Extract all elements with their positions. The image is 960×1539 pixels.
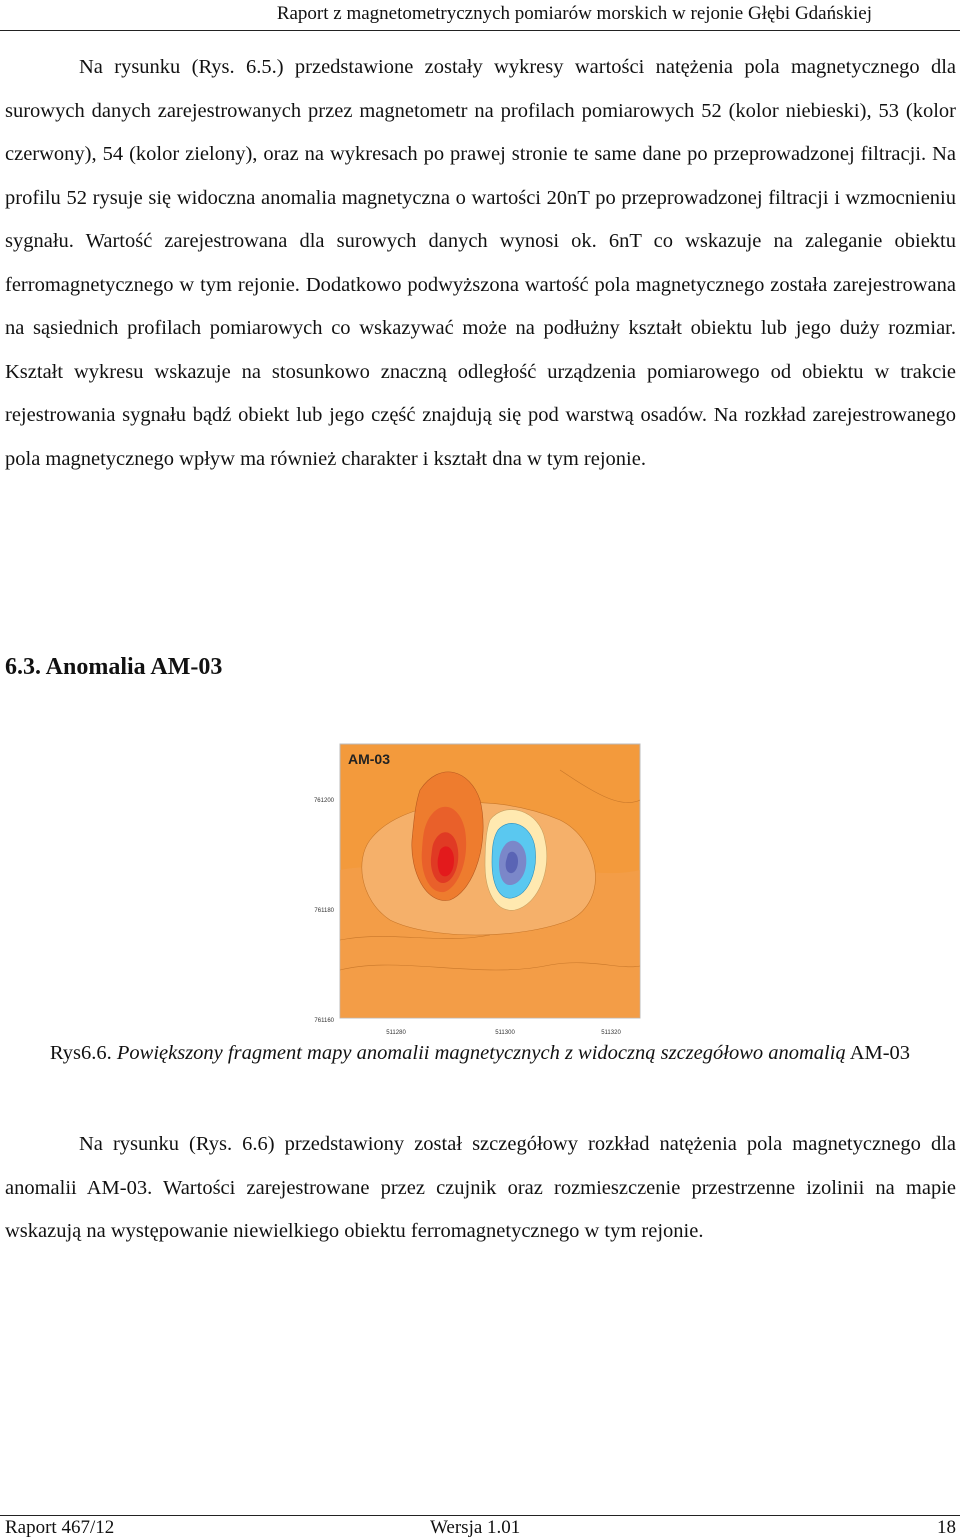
y-tick-label: 761200 bbox=[313, 798, 334, 804]
x-tick-label: 511280 bbox=[386, 1030, 406, 1036]
y-tick-label: 761180 bbox=[314, 908, 334, 914]
paragraph-1 bbox=[5, 46, 956, 481]
page-footer bbox=[0, 1515, 960, 1538]
caption-suffix: AM-03 bbox=[849, 1042, 911, 1064]
anomaly-map-figure bbox=[300, 730, 660, 1040]
footer-page-number: 18 bbox=[937, 1517, 956, 1538]
footer-report: Raport 467/12 bbox=[5, 1517, 115, 1538]
footer-version: Wersja 1.01 bbox=[430, 1517, 521, 1538]
y-tick-label: 761160 bbox=[314, 1018, 334, 1024]
paragraph-2 bbox=[5, 1123, 956, 1254]
caption-prefix: Rys6.6. bbox=[49, 1042, 112, 1064]
header-title: Raport z magnetometrycznych pomiarów morskich w rejonie Głębi Gdańskiej bbox=[276, 3, 872, 24]
caption-italic-text: Powiększony fragment mapy anomalii magnetycznych z widoczną szczegółowo anomalią bbox=[116, 1042, 846, 1064]
map-label: AM-03 bbox=[348, 751, 391, 767]
paragraph-2-text: Na rysunku (Rys. 6.6) przedstawiony został szczegółowy rozkład natężenia pola magnetycznego dla anomalii AM-03. Wartości zarejestrowane przez czujnik oraz rozmieszczenie przestrzenne izolinii na mapie wskazują na występowanie niewielkiego obiektu ferromagnetycznego w tym rejonie. bbox=[5, 1133, 956, 1242]
anomaly-map bbox=[300, 730, 660, 1040]
x-tick-label: 511320 bbox=[601, 1030, 621, 1036]
x-tick-label: 511300 bbox=[495, 1030, 515, 1036]
section-heading: 6.3. Anomalia AM-03 bbox=[5, 654, 223, 680]
paragraph-1-text: Na rysunku (Rys. 6.5.) przedstawione zostały wykresy wartości natężenia pola magnetycznego dla surowych danych zarejestrowanych przez magnetometr na profilach pomiarowych 52 (kolor niebieski), 53 (kolor czerwony), 54 (kolor zielony), oraz na wykresach po prawej stronie te same dane po przeprowadzonej filtracji. Na profilu 52 rysuje się widoczna anomalia magnetyczna o wartości 20nT po przeprowadzonej filtracji i wzmocnieniu sygnału. Wartość zarejestrowana dla surowych danych wynosi ok. 6nT co wskazuje na zaleganie obiektu ferromagnetycznego w tym rejonie. Dodatkowo podwyższona wartość pola magnetycznego została zarejestrowana na sąsiednich profilach pomiarowych co wskazywać może na podłużny kształt obiektu lub jego duży rozmiar. Kształt wykresu wskazuje na stosunkowo znaczną odległość urządzenia pomiarowego od obiektu w trakcie rejestrowania sygnału bądź obiekt lub jego część znajdują się pod warstwą osadów. Na rozkład zarejestrowanego pola magnetycznego wpływ ma również charakter i kształt dna w tym rejonie. bbox=[5, 56, 956, 470]
page-header bbox=[0, 0, 960, 31]
figure-caption bbox=[0, 1036, 960, 1070]
